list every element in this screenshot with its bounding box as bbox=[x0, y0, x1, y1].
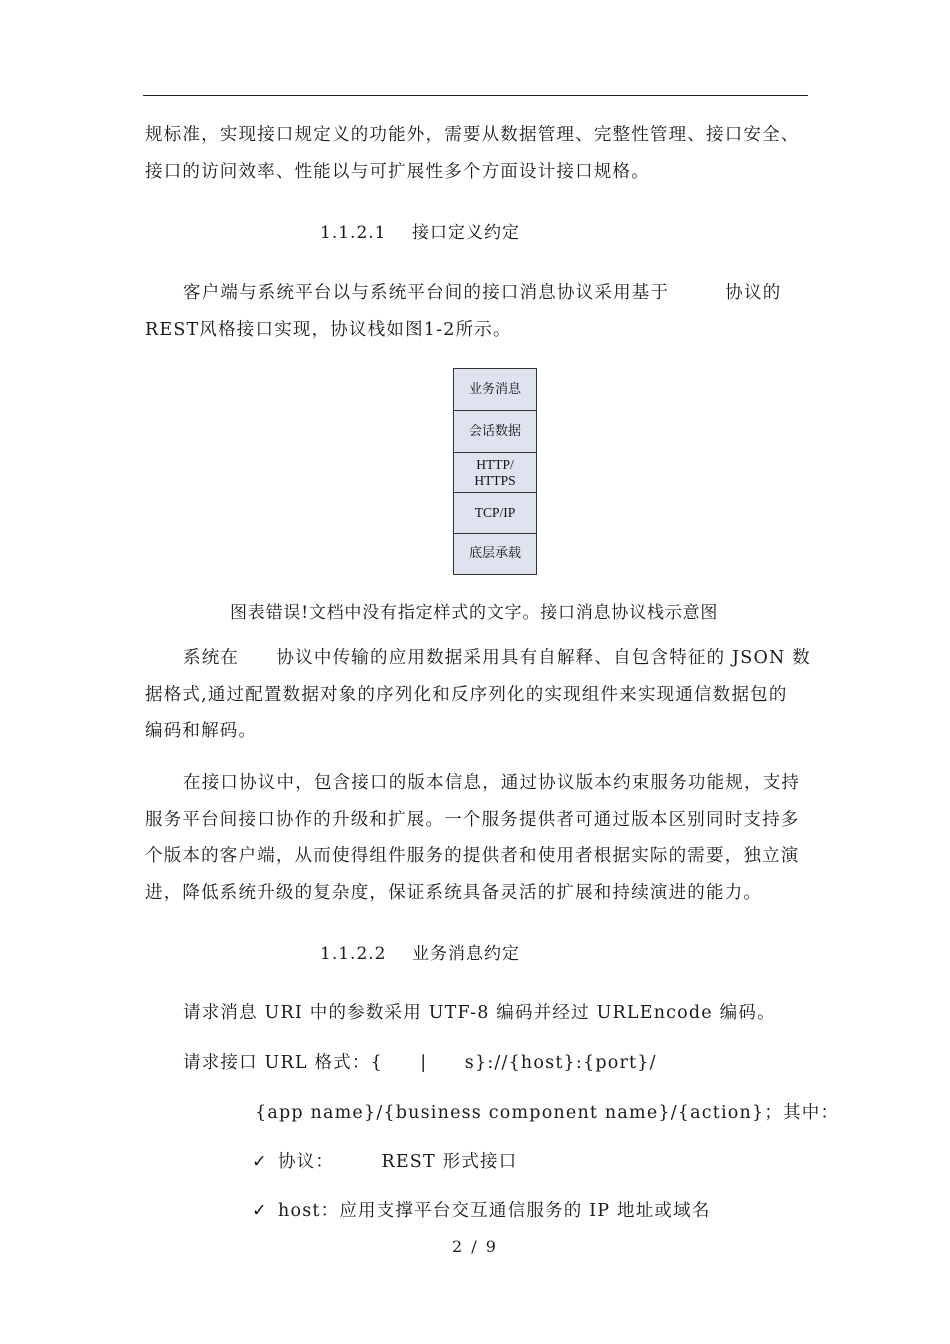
section-heading bbox=[320, 939, 520, 964]
page-number: 2 / 9 bbox=[452, 1237, 498, 1256]
figure-caption: 图表错误!文档中没有指定样式的文字。接口消息协议栈示意图 bbox=[230, 603, 719, 623]
bullet-text: host：应用支撑平台交互通信服务的 IP 地址或域名 bbox=[278, 1201, 711, 1221]
paragraph-line: 进，降低系统升级的复杂度，保证系统具备灵活的扩展和持续演进的能力。 bbox=[145, 883, 763, 903]
section-title: 业务消息约定 bbox=[412, 944, 520, 964]
paragraph-line: 接口的访问效率、性能以与可扩展性多个方面设计接口规格。 bbox=[145, 162, 650, 182]
checkmark-icon: ✓ bbox=[252, 1201, 268, 1221]
section-number: 1.1.2.1 bbox=[320, 223, 387, 243]
section-heading bbox=[320, 218, 520, 243]
checkmark-icon: ✓ bbox=[252, 1152, 268, 1172]
header-rule bbox=[143, 95, 808, 96]
paragraph-line: 客户端与系统平台以与系统平台间的接口消息协议采用基于 协议的 bbox=[183, 283, 782, 303]
stack-layer-http: HTTP/ HTTPS bbox=[454, 453, 536, 493]
stack-layer-session: 会话数据 bbox=[454, 411, 536, 453]
stack-layer-tcpip: TCP/IP bbox=[454, 493, 536, 534]
paragraph-line: 在接口协议中，包含接口的版本信息，通过协议版本约束服务功能规，支持 bbox=[183, 773, 801, 793]
bullet-item bbox=[252, 1148, 517, 1173]
paragraph-line: 服务平台间接口协作的升级和扩展。一个服务提供者可通过版本区别同时支持多 bbox=[145, 810, 800, 830]
paragraph-line: 编码和解码。 bbox=[145, 721, 258, 741]
url-format-line: 请求接口 URL 格式：{ | s}://{host}:{port}/ bbox=[183, 1053, 657, 1073]
stack-layer-business: 业务消息 bbox=[454, 369, 536, 411]
paragraph-line: 规标准，实现接口规定义的功能外，需要从数据管理、完整性管理、接口安全、 bbox=[145, 125, 800, 145]
stack-layer-bearer: 底层承载 bbox=[454, 534, 536, 574]
protocol-stack-diagram bbox=[453, 368, 537, 575]
paragraph-line: 据格式,通过配置数据对象的序列化和反序列化的实现组件来实现通信数据包的 bbox=[145, 685, 788, 705]
section-title: 接口定义约定 bbox=[412, 223, 520, 243]
paragraph-line: 个版本的客户端，从而使得组件服务的提供者和使用者根据实际的需要，独立演 bbox=[145, 846, 800, 866]
paragraph-line: 请求消息 URI 中的参数采用 UTF-8 编码并经过 URLEncode 编码。 bbox=[183, 1003, 776, 1023]
paragraph-line: 系统在 协议中传输的应用数据采用具有自解释、自包含特征的 JSON 数 bbox=[183, 648, 811, 668]
url-format-line: {app name}/{business component name}/{action}；其中： bbox=[255, 1103, 840, 1123]
section-number: 1.1.2.2 bbox=[320, 944, 387, 964]
paragraph-line: REST风格接口实现，协议栈如图1-2所示。 bbox=[145, 320, 512, 340]
bullet-text: 协议： REST 形式接口 bbox=[278, 1152, 518, 1172]
bullet-item bbox=[252, 1197, 711, 1222]
